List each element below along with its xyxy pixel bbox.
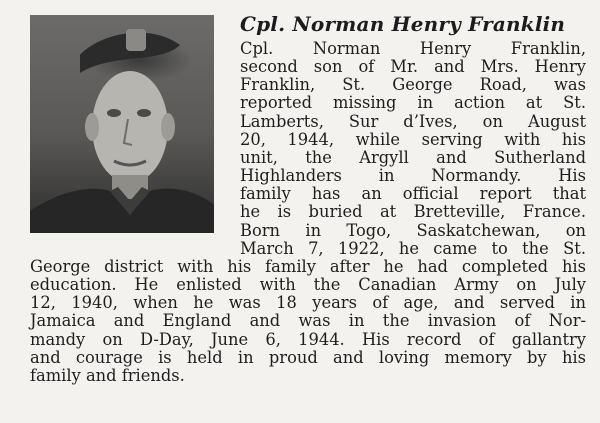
body-line: he is buried at Bretteville, France.: [240, 202, 586, 222]
body-line: second son of Mr. and Mrs. Henry: [240, 57, 586, 77]
body-line: family has an official report that: [240, 184, 586, 204]
article-body: [30, 40, 586, 385]
body-line: George district with his family after he had completed his: [30, 256, 586, 276]
body-line: Cpl. Norman Henry Franklin,: [240, 39, 586, 58]
body-line: Born in Togo, Saskatchewan, on: [240, 220, 586, 240]
body-line: and courage is held in proud and loving memory by his: [30, 347, 586, 367]
body-line: reported missing in action at St.: [240, 93, 586, 113]
body-line: education. He enlisted with the Canadian Army on July: [30, 275, 586, 295]
photo-spacer: [30, 40, 240, 240]
body-line: family and friends.: [30, 365, 185, 385]
body-line: March 7, 1922, he came to the St.: [240, 238, 586, 258]
body-line: 20, 1944, while serving with his: [240, 129, 586, 149]
body-line: Jamaica and England and was in the invasion of Nor-: [30, 311, 586, 331]
body-line: Highlanders in Normandy. His: [240, 166, 586, 186]
body-line: unit, the Argyll and Sutherland: [240, 147, 586, 167]
article-title: Cpl. Norman Henry Franklin: [240, 12, 566, 36]
body-line: Franklin, St. George Road, was: [240, 75, 586, 95]
body-line: 12, 1940, when he was 18 years of age, and served in: [30, 293, 586, 313]
body-line: mandy on D-Day, June 6, 1944. His record of gallantry: [30, 329, 586, 349]
body-line: Lamberts, Sur d’Ives, on August: [240, 111, 586, 131]
